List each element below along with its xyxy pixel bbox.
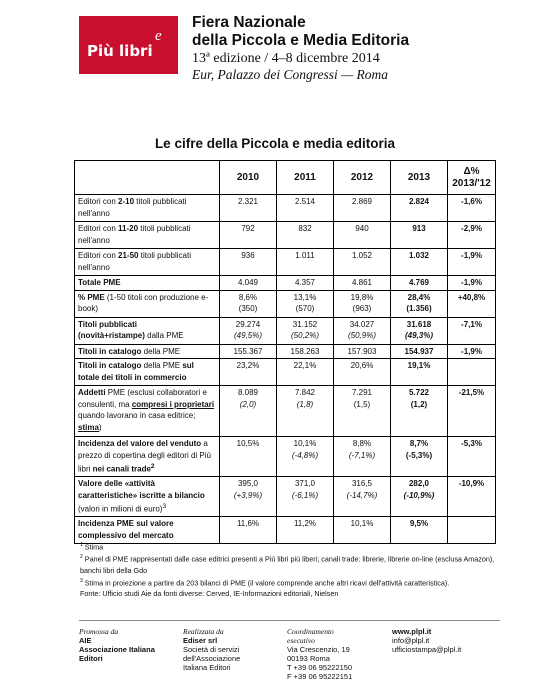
cell: 8.089 (2,0) (220, 386, 277, 437)
fair-venue: Eur, Palazzo dei Congressi — Roma (192, 67, 389, 82)
table-row (75, 276, 496, 291)
cell: 10,5% (220, 437, 277, 477)
fair-title-2: della Piccola e Media Editoria (192, 32, 410, 49)
row-label: Titoli pubblicati (novità+ristampe) dalla PME (75, 317, 220, 344)
press-email-link[interactable]: ufficiostampa@plpl.it (392, 645, 462, 654)
cell: 23,2% (220, 359, 277, 386)
website-link[interactable]: www.plpl.it (392, 627, 432, 636)
row-label: Editori con 21-50 titoli pubblicati nell'anno (75, 249, 220, 276)
cell: 282,0 (-10,9%) (391, 477, 448, 517)
cell: 792 (220, 222, 277, 249)
cell: 832 (277, 222, 334, 249)
table-row (75, 290, 496, 317)
cell: 2.321 (220, 195, 277, 222)
statistics-table (74, 160, 496, 544)
table-row (75, 359, 496, 386)
table-row (75, 222, 496, 249)
cell: 20,6% (334, 359, 391, 386)
row-label: Editori con 2-10 titoli pubblicati nell'anno (75, 195, 220, 222)
source-note: Fonte: Ufficio studi Aie da fonti diverse: Cerved, IE-Informazioni editoriali, Nielsen (80, 589, 339, 599)
cell: 154.937 (391, 344, 448, 359)
footer-divider (79, 620, 500, 621)
cell: 11,2% (277, 517, 334, 544)
delta-cell: -2,9% (448, 222, 496, 249)
footnote-3: $^3$ Stima in proiezione a partire da 203 bilanci di PME (il valore comprende anche altri ricavi dell'attività caratteristica). (80, 577, 450, 588)
row-label: % PME (1-50 titoli con produzione e-book) (75, 290, 220, 317)
footnote-2: $^2$ Panel di PME rappresentati dalle case editrici presenti a Più libri più liberi; canali trade: librerie, librerie on-line (esclusa Amazon), banchi libri della Gdo (80, 554, 495, 575)
cell: 31.152 (50,2%) (277, 317, 334, 344)
cell: 11,6% (220, 517, 277, 544)
row-label: Titoli in catalogo della PME sul totale dei titoli in commercio (75, 359, 220, 386)
cell: 4.357 (277, 276, 334, 291)
cell: 4.049 (220, 276, 277, 291)
header-2011: 2011 (277, 161, 334, 195)
cell: 29.274 (49,5%) (220, 317, 277, 344)
cell: 8,6% (350) (220, 290, 277, 317)
table-row (75, 249, 496, 276)
header-2013: 2013 (391, 161, 448, 195)
table-row (75, 386, 496, 437)
fair-header (192, 14, 409, 83)
row-label: Incidenza del valore del venduto a prezzo di copertina degli editori di Più libri nei canali trade$^2$ (75, 437, 220, 477)
fair-title-1: Fiera Nazionale (192, 14, 306, 31)
footer-contacts (392, 627, 461, 654)
table-row (75, 344, 496, 359)
row-label: Editori con 11-20 titoli pubblicati nell'anno (75, 222, 220, 249)
row-label: Incidenza PME sul valore complessivo del mercato (75, 517, 220, 544)
cell: 19,8% (963) (334, 290, 391, 317)
delta-cell: -5,3% (448, 437, 496, 477)
row-label: Totale PME (75, 276, 220, 291)
cell: 7.842 (1,8) (277, 386, 334, 437)
cell: 7.291 (1,5) (334, 386, 391, 437)
cell: 371,0 (-6,1%) (277, 477, 334, 517)
cell: 940 (334, 222, 391, 249)
delta-cell: -7,1% (448, 317, 496, 344)
row-label: Titoli in catalogo della PME (75, 344, 220, 359)
header-delta: Δ% 2013/'12 (448, 161, 496, 195)
logo-accent: e (155, 28, 162, 44)
header-2012: 2012 (334, 161, 391, 195)
cell: 4.769 (391, 276, 448, 291)
cell: 31.618 (49,3%) (391, 317, 448, 344)
cell: 2.824 (391, 195, 448, 222)
delta-cell: -1,9% (448, 249, 496, 276)
footer-promoted: Promossa da AIE Associazione Italiana Editori (79, 627, 155, 663)
delta-cell: -10,9% (448, 477, 496, 517)
cell: 158.263 (277, 344, 334, 359)
email-link[interactable]: info@plpl.it (392, 636, 430, 645)
table-header-row (75, 161, 496, 195)
cell: 13,1% (570) (277, 290, 334, 317)
footnote-1: $^1$ Stima (80, 542, 104, 552)
cell: 157.903 (334, 344, 391, 359)
cell: 9,5% (391, 517, 448, 544)
cell: 34.027 (50,9%) (334, 317, 391, 344)
cell: 913 (391, 222, 448, 249)
cell: 1.052 (334, 249, 391, 276)
delta-cell: -1,9% (448, 344, 496, 359)
delta-cell: +40,8% (448, 290, 496, 317)
footer-made-by: Realizzata da Ediser srl Società di servizi dell'Associazione Italiana Editori (183, 627, 241, 672)
cell: 10,1% (-4,8%) (277, 437, 334, 477)
cell: 8,7% (-5,3%) (391, 437, 448, 477)
row-label: Valore delle «attività caratteristiche» iscritte a bilancio (valori in milioni di euro)$^3$ (75, 477, 220, 517)
delta-cell: -21,5% (448, 386, 496, 437)
cell: 28,4% (1.356) (391, 290, 448, 317)
cell: 155.367 (220, 344, 277, 359)
table-row (75, 437, 496, 477)
cell: 22,1% (277, 359, 334, 386)
footnotes (80, 540, 500, 599)
row-label: Addetti PME (esclusi collaboratori e consulenti, ma compresi i proprietari quando lavorano in casa editrice; stima) (75, 386, 220, 437)
cell: 5.722 (1,2) (391, 386, 448, 437)
cell: 2.514 (277, 195, 334, 222)
footer-coordination: Coordinamento esecutivo Via Crescenzio, 19 00193 Roma T +39 06 95222150 F +39 06 95222151 (287, 627, 353, 681)
delta-cell: -1,9% (448, 276, 496, 291)
table-row (75, 317, 496, 344)
cell: 2.869 (334, 195, 391, 222)
header-2010: 2010 (220, 161, 277, 195)
cell: 8,8% (-7,1%) (334, 437, 391, 477)
header-label-cell (75, 161, 220, 195)
cell: 395,0 (+3,9%) (220, 477, 277, 517)
cell: 19,1% (391, 359, 448, 386)
fair-edition: 13ª edizione / 4–8 dicembre 2014 (192, 51, 380, 66)
table-row (75, 477, 496, 517)
cell: 1.011 (277, 249, 334, 276)
logo-text: Più libri (87, 42, 153, 60)
pli-logo (79, 16, 178, 74)
delta-cell: -1,6% (448, 195, 496, 222)
table-row (75, 195, 496, 222)
cell: 10,1% (334, 517, 391, 544)
cell: 1.032 (391, 249, 448, 276)
cell: 936 (220, 249, 277, 276)
cell: 316,5 (-14,7%) (334, 477, 391, 517)
document-title: Le cifre della Piccola e media editoria (154, 136, 396, 151)
cell: 4.861 (334, 276, 391, 291)
delta-cell (448, 359, 496, 386)
